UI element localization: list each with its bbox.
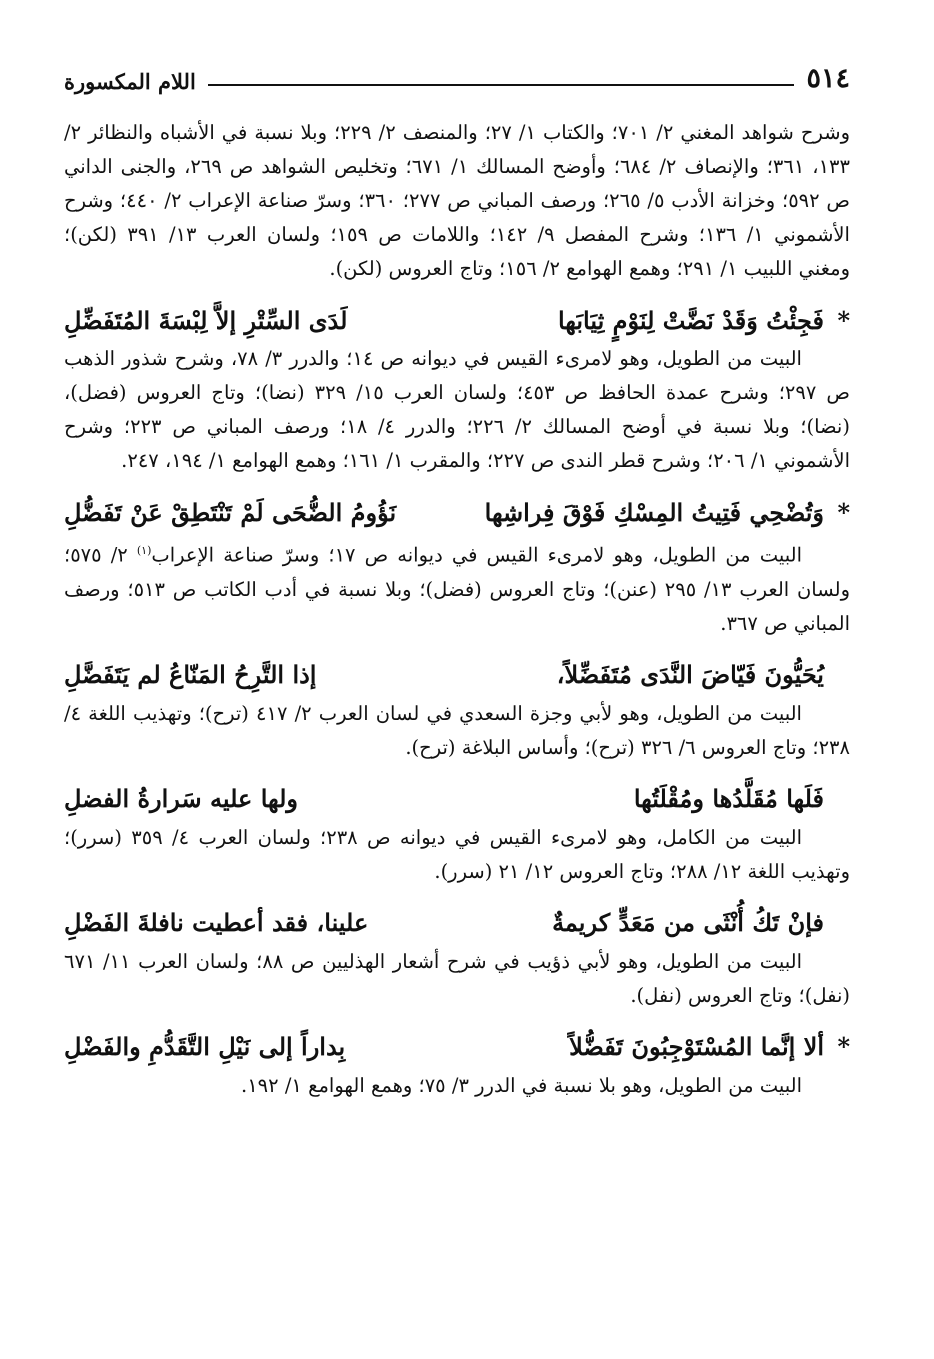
verse-commentary: البيت من الطويل، وهو بلا نسبة في الدرر ٣/ ٧٥؛ وهمع الهوامع ١/ ١٩٢. xyxy=(241,1073,802,1097)
verse-hemistich-first: فإنْ تَكُ أُنْثَى من مَعَدٍّ كريمةٌ xyxy=(552,908,824,937)
star-marker: * xyxy=(837,305,850,335)
verse-hemistich-second: بِداراً إلى نَيْلِ التَّقَدُّمِ والفَضْلِ xyxy=(64,1032,346,1061)
verse-hemistich-first: ألا إنَّما المُسْتَوْجِبُونَ تَفَضُّلاً xyxy=(569,1032,824,1061)
star-marker: * xyxy=(837,497,850,527)
verse-line xyxy=(64,298,850,342)
verse-hemistich-second: لَدَى السِّتْرِ إلاَّ لِبْسَةَ المُتَفَضِّلِ xyxy=(64,305,348,335)
verse-hemistich-second: علينا، فقد أعطيت نافلةَ الفَضْلِ xyxy=(64,908,369,937)
verse-hemistich-first: فَلَها مُقَلَّدُها ومُقْلَتُها xyxy=(633,784,824,813)
page xyxy=(64,52,850,1103)
verse-commentary xyxy=(64,534,850,641)
verse-line xyxy=(64,901,850,945)
verse-hemistich-first: فَجِئْتُ وَقَدْ نَضَّتْ لِنَوْمٍ ثِيَابَها xyxy=(557,305,824,335)
page-number: ٥١٤ xyxy=(806,63,850,94)
page-header xyxy=(64,52,850,92)
verse-hemistich-second: ولها عليه سَرارةُ الفضلِ xyxy=(64,784,299,813)
verse-line xyxy=(64,490,850,534)
verse-line xyxy=(64,1025,850,1069)
commentary-text-continued: ٢/ ٥٧٥؛ ولسان العرب ١٣/ ٢٩٥ (عنن)؛ وتاج العروس (فضل)؛ وبلا نسبة في أدب الكاتب ص ٥١٣؛ ورصف المباني ص ٣٦٧. xyxy=(64,543,850,635)
footnote-mark[interactable]: (١) xyxy=(136,544,152,557)
verse-commentary: البيت من الكامل، وهو لامرىء القيس في ديوانه ص ٢٣٨؛ ولسان العرب ٤/ ٣٥٩ (سرر)؛ وتهذيب اللغة ١٢/ ٢٨٨؛ وتاج العروس ١٢/ ٢١ (سرر). xyxy=(64,825,850,883)
verse-hemistich-second: نَؤُومُ الضُّحَى لَمْ تَنْتَطِقْ عَنْ تَفَضُّلِ xyxy=(64,497,397,527)
star-marker: * xyxy=(837,1032,850,1061)
running-title: اللام المكسورة xyxy=(64,69,196,94)
commentary-text: البيت من الطويل، وهو لامرىء القيس في ديوانه ص ١٧؛ وسرّ صناعة الإعراب xyxy=(151,543,802,567)
verse-line xyxy=(64,777,850,821)
verse-commentary: البيت من الطويل، وهو لامرىء القيس في ديوانه ص ١٤؛ والدرر ٣/ ٧٨، وشرح شذور الذهب ص ٢٩٧؛ وشرح عمدة الحافظ ص ٤٥٣؛ ولسان العرب ١٥/ ٣٢٩ (نضا)؛ وتاج العروس (فضل)، (نضا)؛ وبلا نسبة في أوضح المسالك ٢/ ٢٢٦؛ والدرر ٤/ ١٨؛ ورصف المباني ص ٢٢٣؛ وشرح الأشموني ١/ ٢٠٦؛ وشرح قطر الندى ص ٢٢٧؛ والمقرب ١/ ١٦١؛ وهمع الهوامع ١/ ١٩٤، ٢٤٧. xyxy=(64,347,850,472)
intro-paragraph: وشرح شواهد المغني ٢/ ٧٠١؛ والكتاب ١/ ٢٧؛ والمنصف ٢/ ٢٢٩؛ وبلا نسبة في الأشباه والنظائر ٢/ ١٣٣، ٣٦١؛ والإنصاف ٢/ ٦٨٤؛ وأوضح المسالك ١/ ٦٧١؛ وتخليص الشواهد ص ٢٦٩، والجنى الداني ص ٥٩٢؛ وخزانة الأدب ٥/ ٢٦٥؛ ورصف المباني ص ٢٧٧؛ ٣٦٠؛ وسرّ صناعة الإعراب ٢/ ٤٤٠؛ وشرح الأشموني ١/ ١٣٦؛ وشرح المفصل ٩/ ١٤٢؛ واللامات ص ١٥٩؛ ولسان العرب ١٣/ ٣٩١ (لكن)؛ ومغني اللبيب ١/ ٢٩١؛ وهمع الهوامع ٢/ ١٥٦؛ وتاج العروس (لكن). xyxy=(64,121,851,280)
verse-commentary: البيت من الطويل، وهو لأبي ذؤيب في شرح أشعار الهذليين ص ٨٨؛ ولسان العرب ١١/ ٦٧١ (نفل)؛ وتاج العروس (نفل). xyxy=(64,949,850,1007)
verse-hemistich-first: يُحَيُّونَ فَيّاضَ النَّدَى مُتَفَضِّلاً، xyxy=(556,660,824,689)
verse-hemistich-first: وَتُضْحِي فَتِيتُ المِسْكِ فَوْقَ فِراشِها xyxy=(484,497,824,527)
verse-commentary: البيت من الطويل، وهو لأبي وجزة السعدي في لسان العرب ٢/ ٤١٧ (ترح)؛ وتهذيب اللغة ٤/ ٢٣٨؛ وتاج العروس ٦/ ٣٢٦ (ترح)؛ وأساس البلاغة (ترح). xyxy=(64,701,850,759)
header-rule xyxy=(208,84,795,86)
verse-hemistich-second: إذا التَّرِحُ المَنّاعُ لم يَتَفَضَّلِ xyxy=(64,660,317,689)
verse-line xyxy=(64,653,850,697)
